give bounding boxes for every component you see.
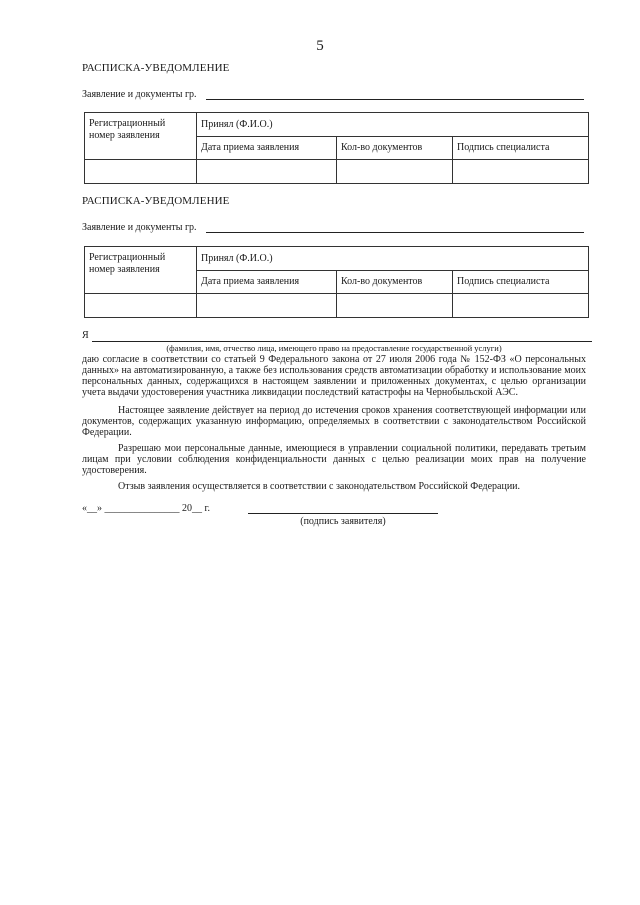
reg-number-label: Регистрационный номер заявления [85,113,197,160]
signature-cell [453,160,589,184]
consent-paragraph-1: даю согласие в соответствии со статьей 9 Федерального закона от 27 июля 2006 года № 152-ФЗ «О персональных данных» на автоматизированную, а также без использования средств автоматизации обработку и использование моих персональных данных, содержащихся в настоящем заявлении и приложенных документах, с целью организации учета выдачи удостоверения участника ликвидации последствий катастрофы на Чернобыльской АЭС. [82,354,586,398]
applicant-line-label: Заявление и документы гр. [82,89,197,100]
docs-count-cell [337,294,453,318]
signature-label: Подпись специалиста [453,271,589,294]
receipt-table [84,112,589,184]
receipt-title: РАСПИСКА-УВЕДОМЛЕНИЕ [82,62,230,74]
full-name-hint: (фамилия, имя, отчество лица, имеющего право на предоставление государственной услуги) [166,343,502,353]
receipt-table [84,246,589,318]
reg-number-cell [85,294,197,318]
reg-number-label: Регистрационный номер заявления [85,247,197,294]
full-name-line [92,341,592,342]
receipt-title: РАСПИСКА-УВЕДОМЛЕНИЕ [82,195,230,207]
signature-line [248,513,438,514]
accepted-by-label: Принял (Ф.И.О.) [197,113,589,137]
consent-paragraph-3: Разрешаю мои персональные данные, имеющиеся в управлении социальной политики, передавать третьим лицам при условии соблюдения конфиденциальности данных с целью реализации моих прав на получение удостоверения. [82,443,586,476]
accepted-by-label: Принял (Ф.И.О.) [197,247,589,271]
signature-hint: (подпись заявителя) [300,516,386,527]
date-cell [197,160,337,184]
applicant-name-line [206,232,584,233]
docs-count-label: Кол-во документов [337,271,453,294]
consent-paragraph-2: Настоящее заявление действует на период до истечения сроков хранения соответствующей информации или документов, содержащих указанную информацию, определяемых в соответствии с законодательством Российской Федерации. [82,405,586,438]
consent-paragraph-4: Отзыв заявления осуществляется в соответствии с законодательством Российской Федерации. [118,481,521,492]
date-line: «__» _______________ 20__ г. [82,503,210,514]
docs-count-cell [337,160,453,184]
applicant-name-line [206,99,584,100]
applicant-line-label: Заявление и документы гр. [82,222,197,233]
date-cell [197,294,337,318]
signature-label: Подпись специалиста [453,137,589,160]
page-number: 5 [316,38,324,54]
date-label: Дата приема заявления [197,137,337,160]
date-label: Дата приема заявления [197,271,337,294]
reg-number-cell [85,160,197,184]
consent-ya: Я [82,330,89,341]
signature-cell [453,294,589,318]
docs-count-label: Кол-во документов [337,137,453,160]
